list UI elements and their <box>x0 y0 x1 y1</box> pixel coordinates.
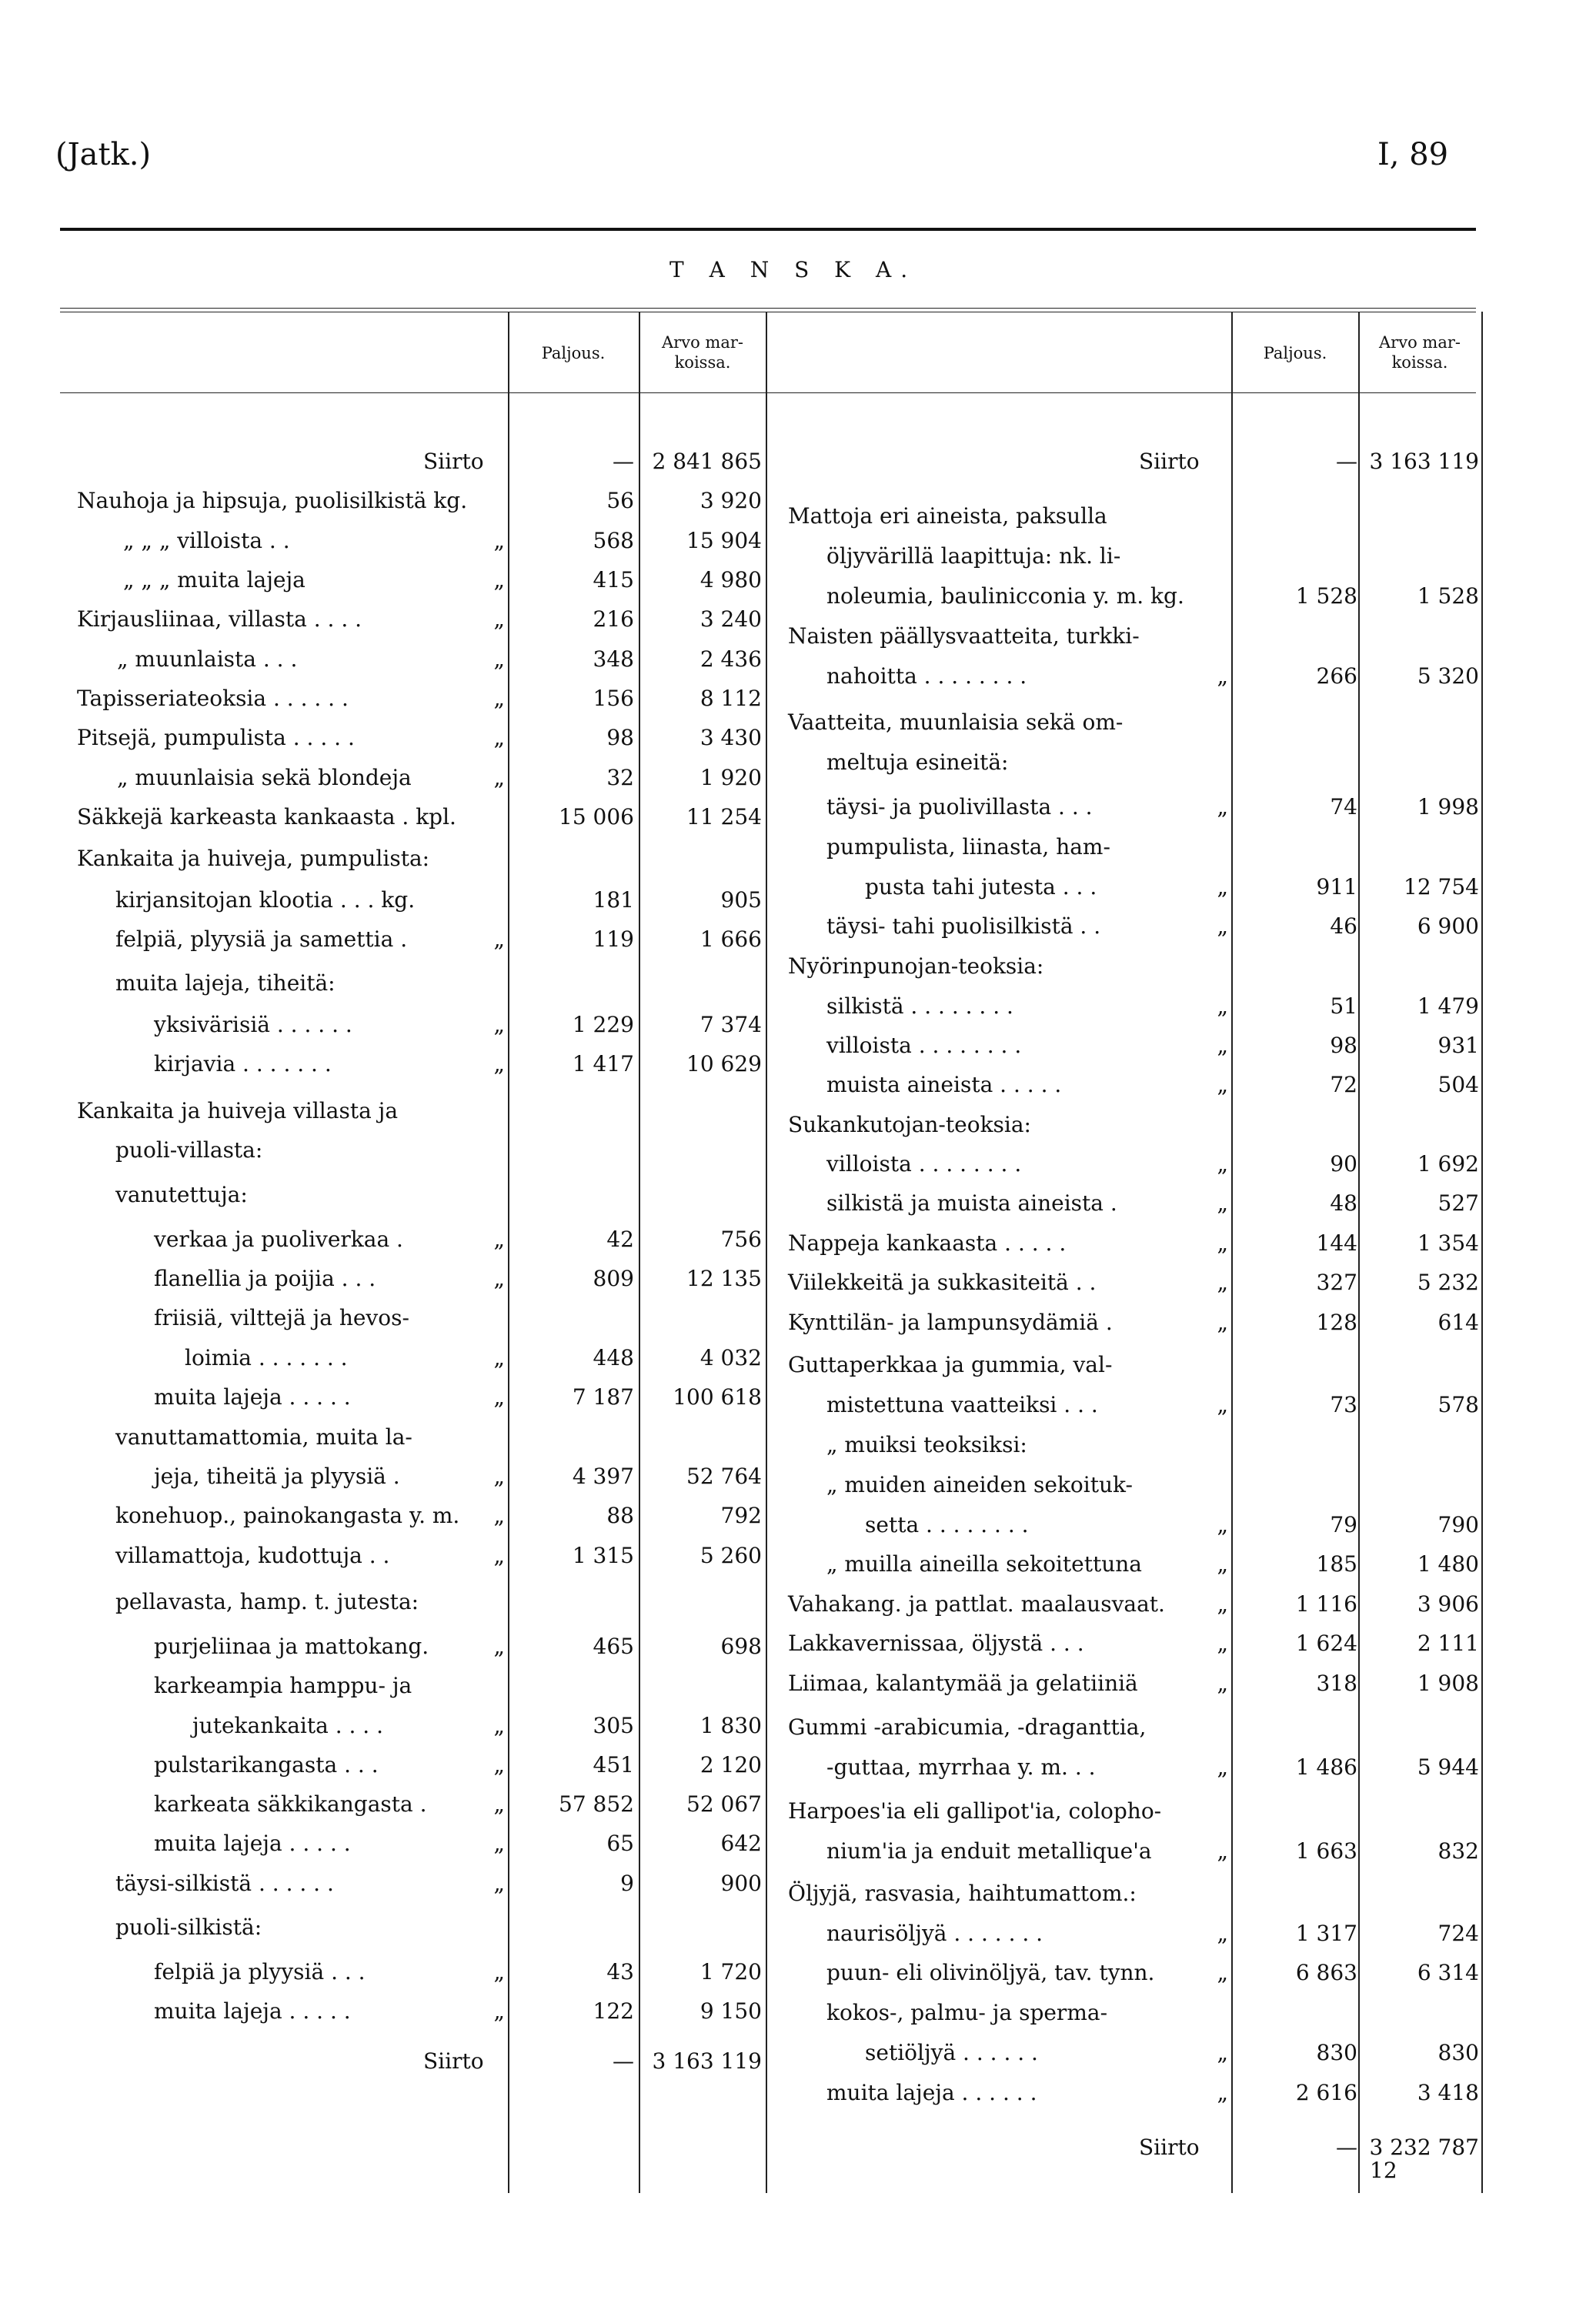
quantity-cell: 6 863 <box>1295 1960 1357 1985</box>
table-row <box>0 1263 1596 1303</box>
row-label: nahoitta . . . . . . . . <box>826 663 1027 689</box>
value-cell: 1 354 <box>1417 1230 1479 1256</box>
value-cell: 52 067 <box>686 1791 762 1817</box>
unit-ditto: „ <box>1217 1230 1228 1256</box>
col-header-quantity-left: Paljous. <box>541 344 606 362</box>
row-label: karkeata säkkikangasta . <box>154 1791 427 1817</box>
table-row <box>0 867 1596 907</box>
value-cell: 2 841 865 <box>652 449 762 474</box>
row-label: „ „ „ muita lajeja <box>123 567 306 593</box>
value-cell: 614 <box>1437 1310 1479 1335</box>
table-row <box>0 2128 1596 2168</box>
value-cell: 11 254 <box>686 804 762 830</box>
unit-ditto: „ <box>493 1634 505 1659</box>
unit-ditto: „ <box>493 1959 505 1985</box>
table-row <box>0 1914 1596 1954</box>
row-label: Vahakang. ja pattlat. maalausvaat. <box>788 1591 1165 1617</box>
unit-ditto: „ <box>493 606 505 632</box>
value-cell: 724 <box>1437 1921 1479 1946</box>
value-cell: 3 920 <box>700 488 762 513</box>
row-label: vanutettuja: <box>115 1182 248 1207</box>
table-row <box>0 703 1596 743</box>
value-cell: 52 764 <box>686 1464 762 1489</box>
row-label: Liimaa, kalantymää ja gelatiiniä <box>788 1671 1138 1696</box>
row-label: öljyvärillä laapittuja: nk. li- <box>826 543 1121 569</box>
row-label: Öljyjä, rasvasia, haihtumattom.: <box>788 1881 1137 1906</box>
quantity-cell: 56 <box>606 488 634 513</box>
unit-ditto: „ <box>493 1464 505 1489</box>
row-label: täysi-silkistä . . . . . . <box>115 1871 334 1896</box>
unit-ditto: „ <box>493 725 505 750</box>
quantity-cell: 1 528 <box>1295 583 1357 609</box>
header-rule <box>60 308 1476 309</box>
unit-ditto: „ <box>1217 1551 1228 1577</box>
row-label: jutekankaita . . . . <box>192 1713 383 1738</box>
unit-ditto: „ <box>493 1227 505 1252</box>
value-cell: 1 480 <box>1417 1551 1479 1577</box>
value-cell: 1 479 <box>1417 993 1479 1019</box>
quantity-cell: 911 <box>1316 874 1357 900</box>
table-title: T A N S K A. <box>669 257 917 282</box>
table-row <box>0 827 1596 867</box>
value-cell: 578 <box>1437 1392 1479 1417</box>
value-cell: 1 528 <box>1417 583 1479 609</box>
value-cell: 3 240 <box>700 606 762 632</box>
table-row <box>0 1664 1596 1704</box>
row-label: Naisten päällysvaatteita, turkki- <box>788 623 1140 649</box>
quantity-cell: 1 663 <box>1295 1838 1357 1864</box>
header-bottom-rule <box>60 392 1476 393</box>
table-row <box>0 442 1596 482</box>
row-label: Kynttilän- ja lampunsydämiä . <box>788 1310 1113 1335</box>
quantity-cell: 42 <box>606 1227 634 1252</box>
quantity-cell: 181 <box>593 887 634 913</box>
table-row <box>0 1993 1596 2033</box>
unit-ditto: „ <box>1217 1072 1228 1097</box>
row-label: Tapisseriateoksia . . . . . . <box>77 686 349 711</box>
unit-ditto: „ <box>1217 913 1228 939</box>
table-row <box>0 1026 1596 1066</box>
value-cell: 3 232 787 <box>1369 2135 1479 2160</box>
value-cell: 3 430 <box>700 725 762 750</box>
quantity-cell: 318 <box>1316 1671 1357 1696</box>
row-label: Harpoes'ia eli gallipot'ia, colopho- <box>788 1798 1162 1824</box>
value-cell: 3 163 119 <box>652 2048 762 2074</box>
row-label: pulstarikangasta . . . <box>154 1752 379 1778</box>
top-rule <box>60 228 1476 231</box>
quantity-cell: 15 006 <box>559 804 634 830</box>
value-cell: 5 320 <box>1417 663 1479 689</box>
unit-ditto: „ <box>493 1266 505 1291</box>
value-cell: 2 111 <box>1417 1631 1479 1656</box>
row-label: felpiä, plyysiä ja samettia . <box>115 926 408 952</box>
value-cell: 15 904 <box>686 528 762 553</box>
unit-ditto: „ <box>1217 1151 1228 1177</box>
row-label: Kankaita ja huiveja, pumpulista: <box>77 846 430 871</box>
value-cell: 1 998 <box>1417 794 1479 820</box>
col-header-value-right: Arvo mar- koissa. <box>1379 333 1461 372</box>
row-label: karkeampia hamppu- ja <box>154 1673 412 1698</box>
value-cell: 4 980 <box>700 567 762 593</box>
quantity-cell: — <box>613 2048 634 2074</box>
row-label: loimia . . . . . . . <box>185 1345 348 1370</box>
quantity-cell: — <box>613 449 634 474</box>
quantity-cell: 266 <box>1316 663 1357 689</box>
quantity-cell: 451 <box>593 1752 634 1778</box>
unit-ditto: „ <box>1217 663 1228 689</box>
row-label: puoli-villasta: <box>115 1137 263 1163</box>
table-row <box>0 1223 1596 1263</box>
row-label: silkistä . . . . . . . . <box>826 993 1013 1019</box>
quantity-cell: 216 <box>593 606 634 632</box>
quantity-cell: 32 <box>606 765 634 790</box>
row-label: Guttaperkkaa ja gummia, val- <box>788 1352 1113 1377</box>
row-label: konehuop., painokangasta y. m. <box>115 1503 460 1528</box>
row-label: felpiä ja plyysiä . . . <box>154 1959 366 1985</box>
table-row <box>0 1874 1596 1914</box>
quantity-cell: 119 <box>593 926 634 952</box>
table-row <box>0 1584 1596 1624</box>
row-label: täysi- ja puolivillasta . . . <box>826 794 1093 820</box>
quantity-cell: 327 <box>1316 1270 1357 1295</box>
row-label: pellavasta, hamp. t. jutesta: <box>115 1589 419 1614</box>
row-label: setiöljyä . . . . . . <box>865 2040 1038 2065</box>
row-label: flanellia ja poijia . . . <box>154 1266 376 1291</box>
row-label: Sukankutojan-teoksia: <box>788 1112 1031 1137</box>
quantity-cell: 415 <box>593 567 634 593</box>
unit-ditto: „ <box>1217 2080 1228 2105</box>
quantity-cell: 1 229 <box>572 1012 634 1037</box>
unit-ditto: „ <box>493 646 505 672</box>
value-cell: 1 920 <box>700 765 762 790</box>
unit-ditto: „ <box>493 1713 505 1738</box>
quantity-cell: 4 397 <box>572 1464 634 1489</box>
quantity-cell: 74 <box>1330 794 1357 820</box>
value-cell: 9 150 <box>700 1998 762 2024</box>
quantity-cell: 9 <box>620 1871 634 1896</box>
quantity-cell: 305 <box>593 1713 634 1738</box>
row-label: muista aineista . . . . . <box>826 1072 1062 1097</box>
row-label: kirjansitojan klootia . . . kg. <box>115 887 416 913</box>
row-label: noleumia, baulinicconia y. m. kg. <box>826 583 1184 609</box>
unit-ditto: „ <box>493 528 505 553</box>
quantity-cell: 465 <box>593 1634 634 1659</box>
row-label: Siirto <box>1139 2135 1200 2160</box>
row-label: yksivärisiä . . . . . . <box>154 1012 352 1037</box>
row-label: jeja, tiheitä ja plyysiä . <box>154 1464 400 1489</box>
value-cell: 3 418 <box>1417 2080 1479 2105</box>
value-cell: 2 436 <box>700 646 762 672</box>
row-label: Mattoja eri aineista, paksulla <box>788 503 1107 529</box>
quantity-cell: 128 <box>1316 1310 1357 1335</box>
unit-ditto: „ <box>493 567 505 593</box>
quantity-cell: 122 <box>593 1998 634 2024</box>
quantity-cell: 51 <box>1330 993 1357 1019</box>
row-label: Nauhoja ja hipsuja, puolisilkistä kg. <box>77 488 468 513</box>
row-label: villamattoja, kudottuja . . <box>115 1543 390 1568</box>
value-cell: 905 <box>720 887 762 913</box>
table-row <box>0 1624 1596 1664</box>
table-row <box>0 906 1596 946</box>
row-label: Nyörinpunojan-teoksia: <box>788 953 1044 979</box>
value-cell: 642 <box>720 1831 762 1856</box>
quantity-cell: 2 616 <box>1295 2080 1357 2105</box>
unit-ditto: „ <box>1217 2040 1228 2065</box>
table-row <box>0 743 1596 783</box>
value-cell: 2 120 <box>700 1752 762 1778</box>
quantity-cell: 73 <box>1330 1392 1357 1417</box>
row-label: „ muiden aineiden sekoituk- <box>826 1472 1133 1497</box>
table-row <box>0 1505 1596 1545</box>
row-label: silkistä ja muista aineista . <box>826 1190 1117 1216</box>
quantity-cell: 1 624 <box>1295 1631 1357 1656</box>
quantity-cell: 57 852 <box>559 1791 634 1817</box>
row-label: friisiä, vilttejä ja hevos- <box>154 1305 409 1330</box>
unit-ditto: „ <box>493 1051 505 1077</box>
quantity-cell: 90 <box>1330 1151 1357 1177</box>
row-label: täysi- tahi puolisilkistä . . <box>826 913 1101 939</box>
table-row <box>0 1385 1596 1425</box>
quantity-cell: 830 <box>1316 2040 1357 2065</box>
table-row <box>0 1465 1596 1505</box>
value-cell: 6 900 <box>1417 913 1479 939</box>
row-label: mistettuna vaatteiksi . . . <box>826 1392 1098 1417</box>
row-label: „ muilla aineilla sekoitettuna <box>826 1551 1142 1577</box>
row-label: „ muiksi teoksiksi: <box>826 1432 1027 1457</box>
unit-ditto: „ <box>493 926 505 952</box>
quantity-cell: 98 <box>606 725 634 750</box>
row-label: muita lajeja . . . . . <box>154 1998 351 2024</box>
unit-ditto: „ <box>493 1871 505 1896</box>
unit-ditto: „ <box>1217 1921 1228 1946</box>
row-label: Vaatteita, muunlaisia sekä om- <box>788 709 1124 735</box>
unit-ditto: „ <box>493 1384 505 1410</box>
unit-ditto: „ <box>1217 1270 1228 1295</box>
table-row <box>0 986 1596 1026</box>
table-row <box>0 1345 1596 1385</box>
value-cell: 5 260 <box>700 1543 762 1568</box>
page-number: 12 <box>1370 2158 1397 2183</box>
row-label: Viilekkeitä ja sukkasiteitä . . <box>788 1270 1097 1295</box>
table-row <box>0 616 1596 656</box>
row-label: muita lajeja . . . . . <box>154 1384 351 1410</box>
row-label: „ muunlaista . . . <box>117 646 298 672</box>
row-label: Siirto <box>1139 449 1200 474</box>
quantity-cell: 1 317 <box>1295 1921 1357 1946</box>
table-row <box>0 1953 1596 1993</box>
quantity-cell: 1 486 <box>1295 1754 1357 1780</box>
row-label: pumpulista, liinasta, ham- <box>826 834 1110 860</box>
quantity-cell: 809 <box>593 1266 634 1291</box>
unit-ditto: „ <box>1217 1754 1228 1780</box>
value-cell: 3 163 119 <box>1369 449 1479 474</box>
table-row <box>0 1144 1596 1184</box>
col-header-quantity-right: Paljous. <box>1263 344 1327 362</box>
table-row <box>0 1303 1596 1343</box>
table-row <box>0 1105 1596 1145</box>
quantity-cell: 568 <box>593 528 634 553</box>
unit-ditto: „ <box>493 1791 505 1817</box>
value-cell: 832 <box>1437 1838 1479 1864</box>
row-label: Säkkejä karkeasta kankaasta . kpl. <box>77 804 456 830</box>
quantity-cell: 348 <box>593 646 634 672</box>
quantity-cell: 156 <box>593 686 634 711</box>
row-label: -guttaa, myrrhaa y. m. . . <box>826 1754 1096 1780</box>
value-cell: 527 <box>1437 1190 1479 1216</box>
quantity-cell: 43 <box>606 1959 634 1985</box>
row-label: Siirto <box>423 449 484 474</box>
table-row <box>0 1831 1596 1871</box>
quantity-cell: — <box>1336 449 1357 474</box>
unit-ditto: „ <box>1217 1512 1228 1537</box>
value-cell: 7 374 <box>700 1012 762 1037</box>
quantity-cell: 48 <box>1330 1190 1357 1216</box>
row-label: muita lajeja, tiheitä: <box>115 970 336 996</box>
unit-ditto: „ <box>1217 794 1228 820</box>
row-label: Kankaita ja huiveja villasta ja <box>77 1098 399 1123</box>
value-cell: 1 720 <box>700 1959 762 1985</box>
quantity-cell: 144 <box>1316 1230 1357 1256</box>
row-label: Siirto <box>423 2048 484 2074</box>
value-cell: 1 666 <box>700 926 762 952</box>
table-row <box>0 946 1596 986</box>
quantity-cell: 46 <box>1330 913 1357 939</box>
row-label: nium'ia ja enduit metallique'a <box>826 1838 1152 1864</box>
value-cell: 830 <box>1437 2040 1479 2065</box>
table-row <box>0 1707 1596 1748</box>
quantity-cell: 7 187 <box>572 1384 634 1410</box>
table-row <box>0 1183 1596 1223</box>
row-label: muita lajeja . . . . . <box>154 1831 351 1856</box>
value-cell: 3 906 <box>1417 1591 1479 1617</box>
row-label: Lakkavernissaa, öljystä . . . <box>788 1631 1084 1656</box>
row-label: vanuttamattomia, muita la- <box>115 1424 412 1450</box>
quantity-cell: 1 116 <box>1295 1591 1357 1617</box>
table-row <box>0 787 1596 827</box>
row-label: naurisöljyä . . . . . . . <box>826 1921 1043 1946</box>
row-label: meltuja esineitä: <box>826 749 1009 775</box>
unit-ditto: „ <box>1217 1631 1228 1656</box>
row-label: Pitsejä, pumpulista . . . . . <box>77 725 355 750</box>
running-head-left: (Jatk.) <box>55 137 152 172</box>
row-label: Nappeja kankaasta . . . . . <box>788 1230 1067 1256</box>
unit-ditto: „ <box>1217 1392 1228 1417</box>
quantity-cell: — <box>1336 2135 1357 2160</box>
quantity-cell: 1 417 <box>572 1051 634 1077</box>
page-reference: I, 89 <box>1377 137 1449 172</box>
col-header-value-left: Arvo mar- koissa. <box>662 333 743 372</box>
table-row <box>0 536 1596 576</box>
value-cell: 790 <box>1437 1512 1479 1537</box>
value-cell: 10 629 <box>686 1051 762 1077</box>
table-row <box>0 1425 1596 1465</box>
value-cell: 8 112 <box>700 686 762 711</box>
value-cell: 900 <box>720 1871 762 1896</box>
quantity-cell: 185 <box>1316 1551 1357 1577</box>
unit-ditto: „ <box>493 1752 505 1778</box>
value-cell: 1 830 <box>700 1713 762 1738</box>
unit-ditto: „ <box>493 765 505 790</box>
table-row <box>0 2073 1596 2113</box>
table-row <box>0 1065 1596 1105</box>
unit-ditto: „ <box>1217 1671 1228 1696</box>
unit-ditto: „ <box>493 1503 505 1528</box>
value-cell: 1 908 <box>1417 1671 1479 1696</box>
quantity-cell: 88 <box>606 1503 634 1528</box>
value-cell: 5 232 <box>1417 1270 1479 1295</box>
value-cell: 792 <box>720 1503 762 1528</box>
row-label: villoista . . . . . . . . <box>826 1151 1022 1177</box>
value-cell: 931 <box>1437 1033 1479 1058</box>
row-label: Kirjausliinaa, villasta . . . . <box>77 606 362 632</box>
value-cell: 1 692 <box>1417 1151 1479 1177</box>
row-label: setta . . . . . . . . <box>865 1512 1029 1537</box>
unit-ditto: „ <box>1217 1838 1228 1864</box>
value-cell: 12 754 <box>1404 874 1479 900</box>
table-row <box>0 2033 1596 2073</box>
value-cell: 504 <box>1437 1072 1479 1097</box>
table-row <box>0 656 1596 696</box>
row-label: „ muunlaisia sekä blondeja <box>117 765 412 790</box>
row-label: puun- eli olivinöljyä, tav. tynn. <box>826 1960 1155 1985</box>
value-cell: 12 135 <box>686 1266 762 1291</box>
table-row <box>0 1791 1596 1831</box>
row-label: purjeliinaa ja mattokang. <box>154 1634 429 1659</box>
row-label: verkaa ja puoliverkaa . <box>154 1227 403 1252</box>
value-cell: 100 618 <box>673 1384 762 1410</box>
value-cell: 5 944 <box>1417 1754 1479 1780</box>
quantity-cell: 72 <box>1330 1072 1357 1097</box>
row-label: puoli-silkistä: <box>115 1914 262 1940</box>
unit-ditto: „ <box>1217 1310 1228 1335</box>
quantity-cell: 448 <box>593 1345 634 1370</box>
row-label: villoista . . . . . . . . <box>826 1033 1022 1058</box>
unit-ditto: „ <box>1217 1591 1228 1617</box>
row-label: kirjavia . . . . . . . <box>154 1051 332 1077</box>
row-label: „ „ „ villoista . . <box>123 528 290 553</box>
table-row <box>0 1748 1596 1788</box>
value-cell: 6 314 <box>1417 1960 1479 1985</box>
row-label: Gummi -arabicumia, -draganttia, <box>788 1714 1147 1740</box>
quantity-cell: 98 <box>1330 1033 1357 1058</box>
value-cell: 698 <box>720 1634 762 1659</box>
value-cell: 4 032 <box>700 1345 762 1370</box>
unit-ditto: „ <box>1217 993 1228 1019</box>
row-label: pusta tahi jutesta . . . <box>865 874 1097 900</box>
table-row <box>0 1544 1596 1584</box>
value-cell: 756 <box>720 1227 762 1252</box>
unit-ditto: „ <box>1217 874 1228 900</box>
table-row <box>0 576 1596 616</box>
table-row <box>0 496 1596 536</box>
quantity-cell: 65 <box>606 1831 634 1856</box>
quantity-cell: 1 315 <box>572 1543 634 1568</box>
unit-ditto: „ <box>1217 1190 1228 1216</box>
unit-ditto: „ <box>493 1543 505 1568</box>
unit-ditto: „ <box>493 686 505 711</box>
unit-ditto: „ <box>493 1012 505 1037</box>
unit-ditto: „ <box>1217 1960 1228 1985</box>
row-label: kokos-, palmu- ja sperma- <box>826 2000 1108 2025</box>
unit-ditto: „ <box>493 1998 505 2024</box>
unit-ditto: „ <box>493 1345 505 1370</box>
row-label: muita lajeja . . . . . . <box>826 2080 1037 2105</box>
unit-ditto: „ <box>493 1831 505 1856</box>
unit-ditto: „ <box>1217 1033 1228 1058</box>
quantity-cell: 79 <box>1330 1512 1357 1537</box>
